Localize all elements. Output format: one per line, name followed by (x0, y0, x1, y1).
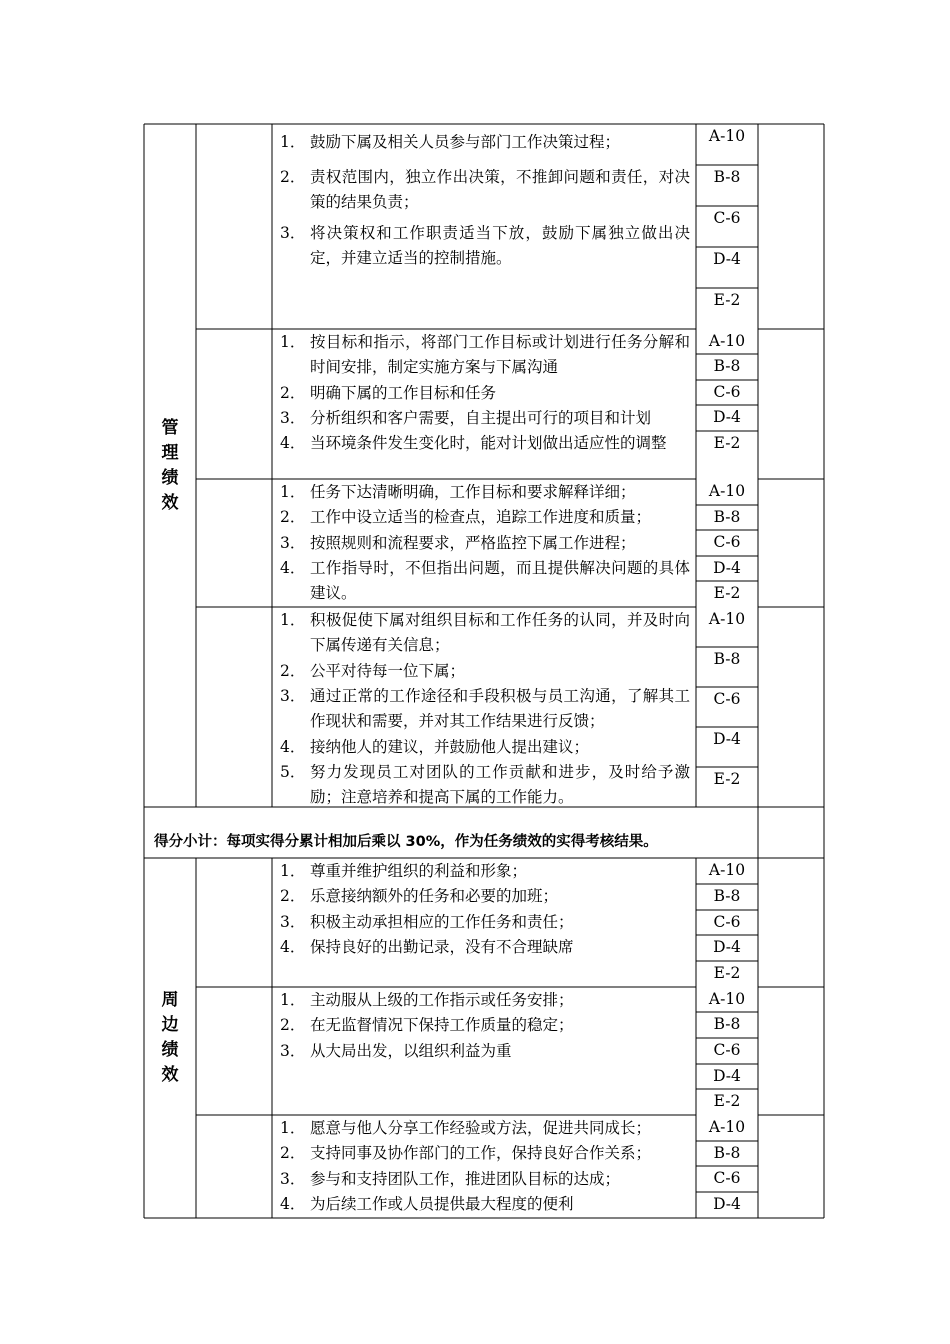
criterion-item (280, 884, 690, 909)
criterion-item (280, 531, 690, 556)
grade-option: E-2 (713, 291, 741, 309)
criterion-number: 4． (280, 558, 306, 577)
grade-option: C-6 (713, 1041, 741, 1059)
grade-option: D-4 (713, 559, 741, 577)
criterion-number: 1． (280, 611, 306, 629)
criterion-number: 3． (280, 408, 306, 427)
criterion-number: 3． (280, 1041, 306, 1060)
criterion-item (280, 608, 690, 658)
grade-option: C-6 (713, 690, 741, 708)
criterion-number: 3． (280, 686, 306, 705)
grade-option: C-6 (713, 913, 741, 931)
criterion-text: 支持同事及协作部门的工作，保持良好合作关系； (310, 1144, 652, 1163)
criterion-number: 1． (280, 991, 306, 1009)
grade-option: D-4 (713, 1067, 741, 1085)
criterion-text: 从大局出发，以组织利益为重 (310, 1041, 512, 1060)
grade-option: C-6 (713, 383, 741, 401)
criterion-text: 鼓励下属及相关人员参与部门工作决策过程； (310, 133, 621, 151)
criterion-text: 主动服从上级的工作指示或任务安排； (310, 991, 574, 1009)
criterion-text: 乐意接纳额外的任务和必要的加班； (310, 887, 559, 906)
section-title-char: 理 (161, 442, 179, 463)
criterion-item (280, 480, 690, 505)
criterion-item (280, 684, 690, 734)
grade-option: B-8 (713, 650, 741, 668)
criterion-text: 参与和支持团队工作，推进团队目标的达成； (310, 1169, 621, 1188)
criterion-item (280, 381, 690, 406)
grade-option: A-10 (708, 332, 746, 350)
criterion-number: 4． (280, 737, 306, 756)
grade-option: D-4 (713, 408, 741, 426)
grade-option: E-2 (713, 584, 741, 602)
criterion-number: 3． (280, 533, 306, 552)
criterion-text: 明确下属的工作目标和任务 (310, 383, 497, 402)
criterion-number: 4． (280, 1194, 306, 1213)
appraisal-table (144, 124, 824, 1218)
criterion-item (280, 735, 690, 760)
criterion-number: 1． (280, 483, 306, 501)
criterion-number: 2． (280, 383, 306, 402)
criterion-text: 按目标和指示，将部门工作目标或计划进行任务分解和时间安排，制定实施方案与下属沟通 (310, 333, 690, 376)
criterion-item (280, 1039, 690, 1064)
criterion-number: 1． (280, 333, 306, 351)
grade-option: B-8 (713, 887, 741, 905)
grade-option: A-10 (708, 1118, 746, 1136)
grade-option: D-4 (713, 938, 741, 956)
grade-option: D-4 (713, 1195, 741, 1213)
criterion-text: 通过正常的工作途径和手段积极与员工沟通，了解其工作现状和需要，并对其工作结果进行反馈； (310, 686, 690, 730)
criterion-number: 1． (280, 133, 306, 151)
criterion-item (280, 1141, 690, 1166)
criterion-text: 在无监督情况下保持工作质量的稳定； (310, 1016, 574, 1035)
criterion-text: 工作中设立适当的检查点，追踪工作进度和质量； (310, 508, 652, 527)
criterion-text: 积极主动承担相应的工作任务和责任； (310, 912, 574, 931)
criterion-item (280, 859, 690, 884)
criterion-item (280, 165, 690, 215)
criterion-number: 1． (280, 1119, 306, 1137)
criterion-number: 4． (280, 434, 306, 453)
section-title (144, 416, 196, 516)
subtotal-note: 得分小计：每项实得分累计相加后乘以 30%，作为任务绩效的实得考核结果。 (154, 834, 658, 850)
criterion-number: 2． (280, 1016, 306, 1035)
criterion-item (280, 910, 690, 935)
grade-option: B-8 (713, 1144, 741, 1162)
criterion-item (280, 431, 690, 456)
criterion-item (280, 1116, 690, 1141)
grade-option: A-10 (708, 861, 746, 879)
criterion-item (280, 988, 690, 1013)
grade-option: B-8 (713, 508, 741, 526)
criterion-item (280, 130, 690, 155)
section-title-char: 效 (161, 1065, 179, 1085)
criterion-item (280, 935, 690, 960)
criterion-text: 为后续工作或人员提供最大程度的便利 (310, 1194, 574, 1213)
criterion-text: 当环境条件发生变化时，能对计划做出适应性的调整 (310, 434, 667, 453)
criterion-number: 4． (280, 937, 306, 956)
criterion-number: 3． (280, 224, 306, 242)
criterion-text: 按照规则和流程要求，严格监控下属工作进程； (310, 533, 636, 552)
criterion-item (280, 1192, 690, 1217)
section-title-char: 周 (161, 990, 179, 1010)
grade-option: E-2 (713, 770, 741, 788)
criterion-text: 努力发现员工对团队的工作贡献和进步，及时给予激励；注意培养和提高下属的工作能力。 (310, 762, 690, 806)
section-title-char: 边 (161, 1015, 179, 1035)
grade-option: A-10 (708, 482, 746, 500)
section-title (144, 988, 196, 1088)
criterion-text: 工作指导时，不但指出问题，而且提供解决问题的具体建议。 (310, 558, 690, 602)
grade-option: D-4 (713, 250, 741, 268)
criterion-text: 任务下达清晰明确，工作目标和要求解释详细； (310, 483, 636, 501)
section-title-char: 绩 (161, 467, 179, 488)
criterion-number: 2． (280, 887, 306, 906)
section-title-char: 管 (161, 417, 179, 438)
grade-option: E-2 (713, 1092, 741, 1110)
criterion-number: 2． (280, 168, 306, 186)
grade-option: C-6 (713, 1169, 741, 1187)
criterion-number: 5． (280, 762, 306, 781)
grade-option: A-10 (708, 990, 746, 1008)
criterion-text: 保持良好的出勤记录，没有不合理缺席 (310, 937, 574, 956)
criterion-item (280, 221, 690, 271)
criterion-number: 2． (280, 1144, 306, 1163)
criterion-number: 2． (280, 508, 306, 527)
grade-option: E-2 (713, 434, 741, 452)
criterion-number: 2． (280, 661, 306, 680)
section-title-char: 绩 (161, 1040, 179, 1060)
grade-option: D-4 (713, 730, 741, 748)
grade-option: B-8 (713, 1015, 741, 1033)
criterion-text: 将决策权和工作职责适当下放，鼓励下属独立做出决定，并建立适当的控制措施。 (310, 224, 690, 267)
criterion-item (280, 556, 690, 606)
criterion-item (280, 505, 690, 530)
criterion-item (280, 1167, 690, 1192)
grade-option: A-10 (708, 127, 746, 145)
criterion-text: 责权范围内，独立作出决策，不推卸问题和责任，对决策的结果负责； (310, 168, 690, 211)
criterion-item (280, 1013, 690, 1038)
criterion-number: 3． (280, 912, 306, 931)
criterion-text: 愿意与他人分享工作经验或方法，促进共同成长； (310, 1119, 652, 1137)
criterion-text: 尊重并维护组织的利益和形象； (310, 862, 528, 880)
grade-option: B-8 (713, 168, 741, 186)
criterion-text: 分析组织和客户需要，自主提出可行的项目和计划 (310, 408, 652, 427)
criterion-number: 1． (280, 862, 306, 880)
criterion-item (280, 330, 690, 380)
criterion-item (280, 760, 690, 810)
criterion-number: 3． (280, 1169, 306, 1188)
criterion-text: 公平对待每一位下属； (310, 661, 466, 680)
grade-option: E-2 (713, 964, 741, 982)
grade-option: A-10 (708, 610, 746, 628)
section-title-char: 效 (161, 492, 179, 513)
grade-option: B-8 (713, 357, 741, 375)
criterion-text: 接纳他人的建议，并鼓励他人提出建议； (310, 737, 590, 756)
grade-option: C-6 (713, 209, 741, 227)
criterion-item (280, 659, 690, 684)
grade-option: C-6 (713, 533, 741, 551)
criterion-text: 积极促使下属对组织目标和工作任务的认同，并及时向下属传递有关信息； (310, 611, 690, 654)
criterion-item (280, 406, 690, 431)
